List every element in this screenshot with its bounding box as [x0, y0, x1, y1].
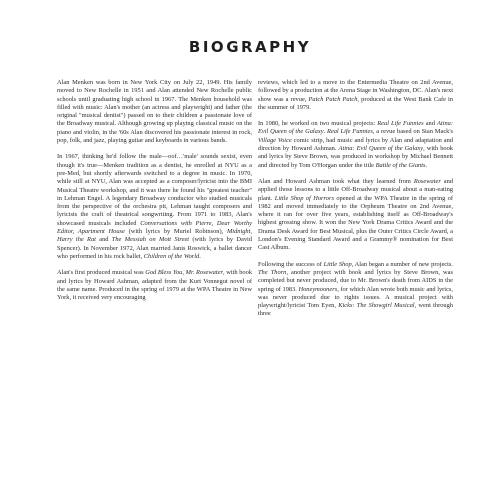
italic-titles: Children of the World — [143, 252, 200, 260]
paragraph-1980-projects: In 1980, he worked on two musical projects: Real Life Funnies and Atina: Evil Queen of the Galaxy. Real Life Funnies, a revue based on Stan Mack's Village Voice comic strip, had music and lyrics by Alan and adaptation and direction by Howard Ashman. Atina: Evil Queen of the Galaxy, with book and lyrics by Steve Brown, was produced in workshop by Michael Bennett and directed by Tom O'Horgan under the title Battle of the Giants. — [258, 120, 453, 169]
italic-titles: Atina: Evil Queen of the Galaxy — [338, 145, 424, 153]
italic-titles: The Messiah on Mott Street — [111, 236, 190, 244]
paragraph-early-life: Alan Menken was born in New York City on July 22, 1949. His family moved to New Rochelle in 1951 and Alan attended New Rochelle public schools until graduating high school in 1967. The Menken household was filled with music: Alan's mother (an actress and playwright) and father (the original "musical dentist") passed on to their children a passionate love of the Broadway musical. Although growing up playing classical music on the piano and violin, in the '60s Alan discovered his passionate interest in rock, pop, folk, and jazz, playing guitar and keyboards in various bands. — [57, 79, 252, 145]
right-column — [258, 79, 453, 494]
italic-titles: Little Shop of Horrors — [274, 194, 334, 202]
left-column — [57, 79, 252, 494]
page-title: BIOGRAPHY — [188, 38, 312, 56]
italic-titles: Patch Patch Patch — [308, 95, 358, 103]
italic-titles: Midnight, Harry the Rat — [57, 228, 252, 244]
italic-titles: Honeymooners — [298, 285, 338, 293]
italic-titles: Real Life Funnies — [326, 128, 373, 136]
italic-titles: The Thorn — [258, 268, 287, 276]
paragraph-little-shop: Alan and Howard Ashman took what they learned from Rosewater and applied those lessons to a little Off-Broadway musical about a man-eating plant. Little Shop of Horrors opened at the WPA Theatre in the spring of 1982 and moved immediately to the Orpheum Theatre on 2nd Avenue, where it ran for over five years, establishing itself as Off-Broadway's highest grossing show. It won the New York Drama Critics Award and the Drama Desk Award for Best Musical, plus the Outer Critics Circle Award, a London's Evening Standard Award and a Grammy® nomination for Best Cast Album. — [258, 177, 453, 252]
italic-titles: Atina: Evil Queen of the Galaxy — [258, 120, 453, 136]
paragraph-first-musical: Alan's first produced musical was God Bless You, Mr. Rosewater, with book and lyrics by Howard Ashman, adapted from the Kurt Vonnegut novel of the same name. Produced in the spring of 1979 at the WPA Theatre in New York, it received very encouraging — [57, 269, 252, 302]
italic-titles: Battle of the Giants — [375, 161, 426, 169]
italic-titles: Little Shop — [323, 260, 352, 268]
italic-titles: Kicks: The Showgirl Musical — [338, 302, 415, 310]
italic-titles: God Bless You, Mr. Rosewater — [145, 269, 223, 277]
italic-titles: Real Life Funnies — [377, 120, 424, 128]
paragraph-nyu-years: In 1967, thinking he'd follow the male—oof…'male' sounds sexist, even though it's true—Menken tradition as a dentist, he enrolled at NYU as a pre-Med, but shortly afterwards switched to a degree in music. In 1970, while still at NYU, Alan was accepted as a composer/lyricist into the BMI Musical Theatre workshop, and it was there he found his "greatest teacher" in Lehman Engel. A legendary Broadway conductor who studied musicals from the perspective of the orchestra pit, Lehman taught composers and lyricists the craft of theatrical songwriting. From 1971 to 1983, Alan's showcased musicals included Conversations with Pierre, Dear Worthy Editor, Apartment House (with lyrics by Muriel Robinson), Midnight, Harry the Rat and The Messiah on Mott Street (with lyrics by David Spencer). In November 1972, Alan married Janis Roswick, a ballet dancer who performed in his rock ballet, Children of the World. — [57, 153, 252, 260]
italic-titles: Village Voice — [258, 136, 292, 144]
italic-titles: Conversations with Pierre, Dear Worthy Editor, Apartment House — [57, 219, 252, 236]
italic-titles: Rosewater — [413, 177, 441, 185]
paragraph-new-projects: Following the success of Little Shop, Alan began a number of new projects. The Thorn, another project with book and lyrics by Steve Brown, was completed but never produced, due to Mr. Brown's death from AIDS in the spring of 1983. Honeymooners, for which Alan wrote both music and lyrics, was never produced due to rights issues. A musical project with playwright/lyricist Tom Eyen, Kicks: The Showgirl Musical, went through three — [258, 260, 453, 318]
paragraph-rosewater-reviews: reviews, which led to a move to the Entermedia Theatre on 2nd Avenue, followed by a production at the Arena Stage in Washington, DC. Alan's next show was a revue, Patch Patch Patch, produced at the West Bank Cafe in the summer of 1979. — [258, 79, 453, 111]
